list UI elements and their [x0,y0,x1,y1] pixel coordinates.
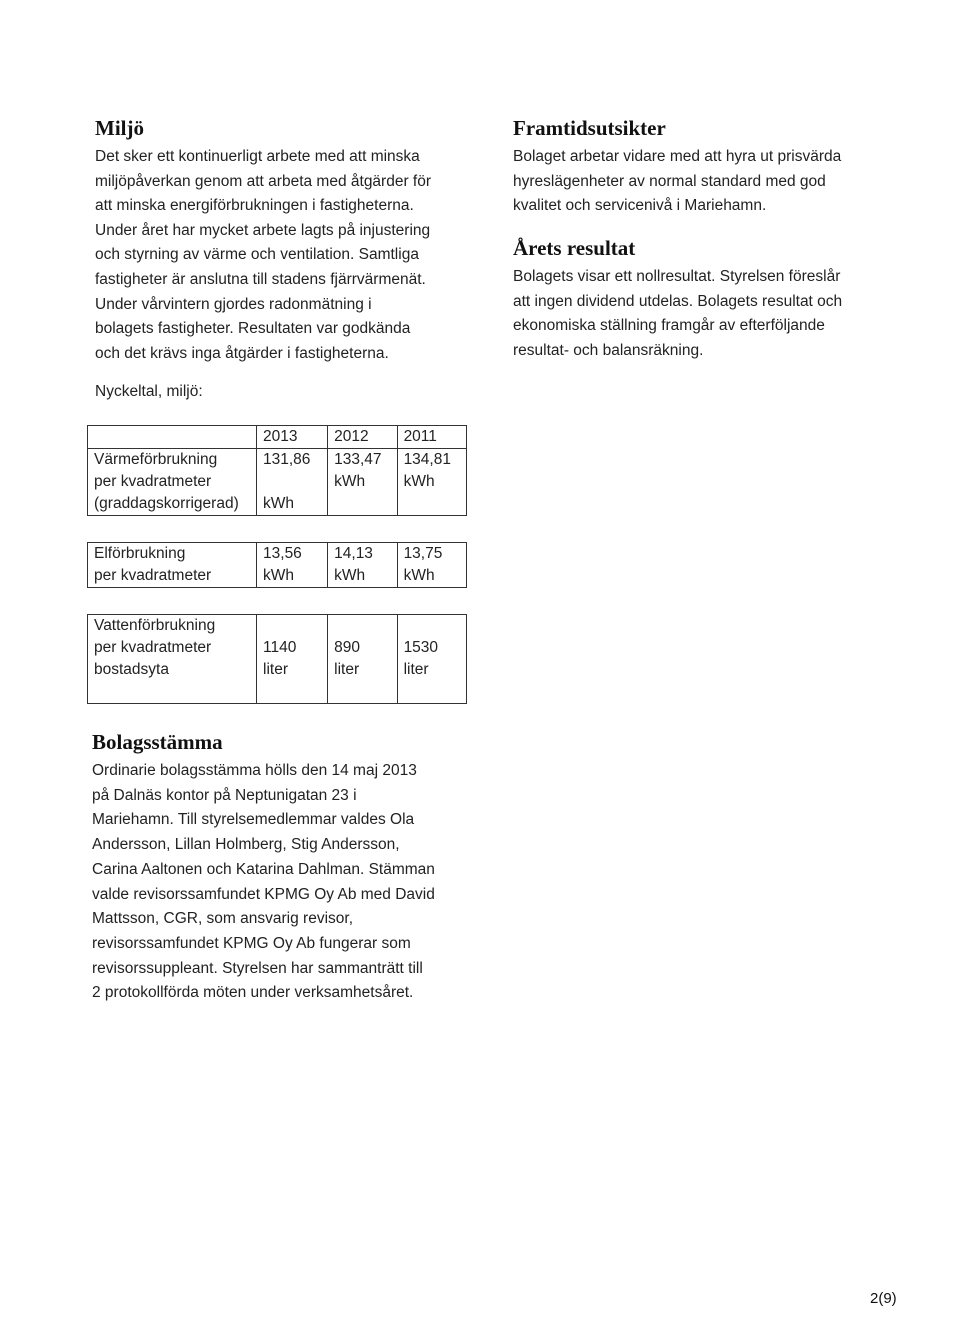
cell-line [263,615,321,637]
table-header-year: 2011 [397,426,466,449]
table-cell [397,449,466,516]
cell-line: liter [334,661,360,678]
paragraph-bolagsstamma [92,759,492,1006]
page-number: 2(9) [870,1290,897,1307]
table-row [88,615,467,704]
text-line: miljöpåverkan genom att arbeta med åtgärder för [95,172,432,190]
row-label-line: per kvadratmeter [94,473,212,490]
table-spacer [88,516,467,543]
text-line: på Dalnäs kontor på Neptunigatan 23 i [92,786,357,804]
row-label-line: Vattenförbrukning [94,617,216,634]
row-label-line: Värmeförbrukning [94,451,218,468]
text-line: fastigheter är anslutna till stadens fjärrvärmenät. [95,270,426,288]
text-line: Ordinarie bolagsstämma hölls den 14 maj 2013 [92,762,417,779]
text-line: hyreslägenheter av normal standard med god [513,172,826,190]
text-line: resultat- och balansräkning. [513,341,704,359]
text-line: Andersson, Lillan Holmberg, Stig Andersson, [92,836,400,854]
table-row-label [88,543,257,588]
text-line: kvalitet och servicenivå i Mariehamn. [513,197,767,215]
text-line: revisorssamfundet KPMG Oy Ab fungerar som [92,934,411,952]
cell-line: kWh [334,473,366,490]
row-label-line: per kvadratmeter [94,639,212,656]
table-cell [328,543,397,588]
row-label-line: per kvadratmeter [94,567,212,584]
table-row-label [88,615,257,704]
paragraph-arets-resultat [513,265,913,363]
heading-framtidsutsikter: Framtidsutsikter [513,116,666,140]
text-line: att ingen dividend utdelas. Bolagets resultat och [513,292,843,310]
table-header-row [88,426,467,449]
cell-line: kWh [263,567,295,584]
text-line: Under året har mycket arbete lagts på injustering [95,221,431,239]
cell-line: 13,75 [403,545,443,562]
cell-line: liter [263,661,288,678]
text-line: ekonomiska ställning framgår av efterföljande [513,317,825,335]
paragraph-framtidsutsikter [513,145,913,219]
cell-line [404,493,460,515]
cell-line [334,615,390,637]
cell-line: 14,13 [334,545,373,562]
text-line: och styrning av värme och ventilation. Samtliga [95,246,419,264]
table-header-year: 2013 [257,426,328,449]
section-arets-resultat [513,236,913,363]
text-line: bolagets fastigheter. Resultaten var godkända [95,320,411,338]
cell-line: 13,56 [263,545,302,562]
cell-line: kWh [334,567,366,584]
table-spacer-row [88,588,467,615]
cell-line: liter [403,661,429,678]
table-cell [257,449,328,516]
cell-line: kWh [263,495,295,512]
cell-line: 890 [334,639,361,656]
cell-line: kWh [403,473,435,490]
table-header-year: 2012 [328,426,397,449]
table-cell [328,449,397,516]
table-cell [397,543,466,588]
cell-line: kWh [403,567,435,584]
cell-line: 1140 [263,639,297,656]
cell-line [263,471,321,493]
text-line: och det krävs inga åtgärder i fastigheterna. [95,344,389,362]
table-row [88,449,467,516]
text-line: revisorssuppleant. Styrelsen har sammanträtt till [92,959,423,977]
table-header-empty [88,426,257,449]
table-spacer [88,588,467,615]
heading-arets-resultat: Årets resultat [513,236,636,260]
table-cell [397,615,466,704]
table-cell [257,543,328,588]
heading-bolagsstamma: Bolagsstämma [92,730,223,754]
cell-line: 133,47 [334,451,382,468]
cell-line [404,615,460,637]
table-row-label [88,449,257,516]
nyckeltal-table [87,425,467,704]
text-line: Bolaget arbetar vidare med att hyra ut prisvärda [513,148,842,165]
heading-miljo: Miljö [95,116,144,140]
cell-line: 131,86 [263,451,311,468]
table-spacer-row [88,516,467,543]
cell-line: 134,81 [403,451,451,468]
text-line: Mariehamn. Till styrelsemedlemmar valdes Ola [92,811,415,829]
row-label-line: bostadsyta [94,661,169,678]
text-line: 2 protokollförda möten under verksamhetsåret. [92,984,414,1002]
table-row [88,543,467,588]
table-cell [328,615,397,704]
row-label-line: Elförbrukning [94,545,186,562]
text-line: Bolagets visar ett nollresultat. Styrelsen föreslår [513,268,841,285]
table-cell [257,615,328,704]
row-label-line: (graddagskorrigerad) [94,495,239,512]
text-line: valde revisorssamfundet KPMG Oy Ab med David [92,885,435,903]
section-framtidsutsikter [513,116,913,219]
cell-line [334,493,390,515]
text-line: Under vårvintern gjordes radonmätning i [95,295,372,313]
section-miljo [95,116,475,366]
text-line: att minska energiförbrukningen i fastigheterna. [95,197,414,215]
nyckeltal-label: Nyckeltal, miljö: [95,383,203,400]
row-label-line [94,681,250,703]
paragraph-miljo [95,145,475,366]
text-line: Det sker ett kontinuerligt arbete med att minska [95,148,420,165]
text-line: Mattsson, CGR, som ansvarig revisor, [92,910,353,928]
cell-line: 1530 [403,639,439,656]
text-line: Carina Aaltonen och Katarina Dahlman. Stämman [92,860,435,878]
section-bolagsstamma [92,730,492,1006]
